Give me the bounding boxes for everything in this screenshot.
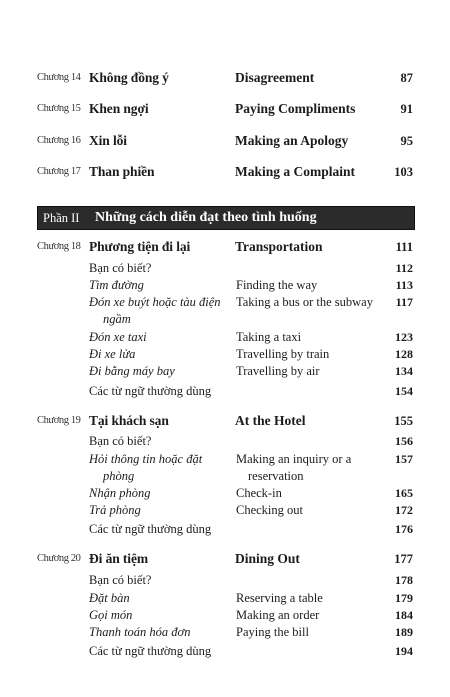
page-number: 91 bbox=[400, 102, 413, 116]
toc-subentry bbox=[0, 328, 450, 346]
chapter-title-en: Dining Out bbox=[235, 551, 300, 566]
section-title-en: Check-in bbox=[236, 486, 282, 500]
chapter-number: Chương 19 bbox=[37, 415, 81, 426]
section-title-vi: Đón xe buýt hoặc tàu điện bbox=[89, 295, 221, 309]
section-title-vi: Hỏi thông tin hoặc đặt bbox=[89, 452, 203, 466]
section-title-vi: Bạn có biết? bbox=[89, 434, 152, 448]
section-title-vi: Nhận phòng bbox=[89, 486, 151, 500]
chapter-title-en: Making a Complaint bbox=[235, 164, 356, 179]
chapter-number: Chương 18 bbox=[37, 241, 81, 252]
part-label: Phần II bbox=[43, 211, 80, 225]
page-number: 184 bbox=[395, 608, 413, 622]
section-title-en: Finding the way bbox=[236, 278, 318, 292]
toc-subentry bbox=[0, 501, 450, 519]
section-title-en: Paying the bill bbox=[236, 625, 309, 639]
section-title-en: Taking a bus or the subway bbox=[236, 295, 373, 309]
section-title-vi: Bạn có biết? bbox=[89, 261, 152, 275]
section-title-vi: Tìm đường bbox=[89, 278, 144, 292]
toc-subentry bbox=[0, 484, 450, 502]
section-title-en-continued: reservation bbox=[248, 469, 304, 483]
chapter-number: Chương 14 bbox=[37, 72, 81, 83]
section-title-en: Reserving a table bbox=[236, 591, 323, 605]
section-title-vi-continued: ngầm bbox=[103, 312, 131, 326]
part-title: Những cách diễn đạt theo tình huống bbox=[95, 210, 317, 225]
chapter-title-vi: Than phiền bbox=[89, 164, 155, 179]
page-number: 178 bbox=[395, 573, 413, 587]
toc-subentry bbox=[0, 642, 450, 660]
toc-subentry bbox=[0, 276, 450, 294]
page-number: 179 bbox=[395, 591, 413, 605]
page-number: 172 bbox=[395, 503, 413, 517]
page-number: 154 bbox=[395, 384, 413, 398]
page-number: 103 bbox=[394, 165, 413, 179]
chapter-title-vi: Phương tiện đi lại bbox=[89, 239, 191, 254]
page-number: 95 bbox=[400, 134, 413, 148]
page-number: 165 bbox=[395, 486, 413, 500]
page-number: 156 bbox=[395, 434, 413, 448]
page-number: 177 bbox=[394, 552, 413, 566]
chapter-title-vi: Xin lỗi bbox=[89, 133, 127, 148]
page-number: 189 bbox=[395, 625, 413, 639]
chapter-title-en: Making an Apology bbox=[235, 133, 349, 148]
chapter-title-en: Paying Compliments bbox=[235, 101, 356, 116]
toc-entry-chapter-15 bbox=[0, 100, 450, 118]
toc-entry-chapter-19 bbox=[0, 412, 450, 430]
page-number: 134 bbox=[395, 364, 413, 378]
page-number: 117 bbox=[395, 295, 413, 309]
toc-entry-chapter-14 bbox=[0, 69, 450, 87]
section-title-vi: Các từ ngữ thường dùng bbox=[89, 522, 212, 536]
toc-subentry bbox=[0, 571, 450, 589]
chapter-title-en: At the Hotel bbox=[235, 413, 306, 428]
section-title-vi-continued: phòng bbox=[103, 469, 135, 483]
toc-subentry bbox=[0, 345, 450, 363]
toc-entry-chapter-17 bbox=[0, 163, 450, 181]
page-number: 111 bbox=[395, 240, 413, 254]
toc-subentry bbox=[0, 382, 450, 400]
section-title-vi: Đi xe lửa bbox=[89, 347, 136, 361]
toc-subentry bbox=[0, 362, 450, 380]
section-title-vi: Trả phòng bbox=[89, 503, 141, 517]
section-title-en: Travelling by train bbox=[236, 347, 330, 361]
chapter-title-vi: Không đồng ý bbox=[89, 70, 169, 85]
page-number: 128 bbox=[395, 347, 413, 361]
section-title-vi: Gọi món bbox=[89, 608, 133, 622]
section-title-en: Making an inquiry or a bbox=[236, 452, 352, 466]
page-number: 157 bbox=[395, 452, 413, 466]
toc-subentry bbox=[0, 450, 450, 468]
page-number: 123 bbox=[395, 330, 413, 344]
section-title-vi: Đón xe taxi bbox=[89, 330, 147, 344]
page-number: 87 bbox=[400, 71, 413, 85]
page-number: 112 bbox=[395, 261, 413, 275]
chapter-title-en: Disagreement bbox=[235, 70, 315, 85]
page-number: 194 bbox=[395, 644, 413, 658]
section-title-vi: Đặt bàn bbox=[89, 591, 130, 605]
section-title-en: Checking out bbox=[236, 503, 304, 517]
toc-entry-chapter-16 bbox=[0, 132, 450, 150]
section-title-vi: Thanh toán hóa đơn bbox=[89, 625, 191, 639]
toc-subentry-continuation bbox=[0, 310, 450, 328]
chapter-number: Chương 16 bbox=[37, 135, 81, 146]
part-heading-bar bbox=[37, 206, 415, 230]
toc-subentry bbox=[0, 589, 450, 607]
section-title-vi: Đi bằng máy bay bbox=[89, 364, 175, 378]
section-title-vi: Bạn có biết? bbox=[89, 573, 152, 587]
page-number: 176 bbox=[395, 522, 413, 536]
section-title-vi: Các từ ngữ thường dùng bbox=[89, 384, 212, 398]
page-number: 155 bbox=[394, 414, 413, 428]
chapter-number: Chương 17 bbox=[37, 166, 81, 177]
chapter-title-vi: Tại khách sạn bbox=[89, 413, 169, 428]
chapter-title-en: Transportation bbox=[235, 239, 323, 254]
toc-entry-chapter-18 bbox=[0, 238, 450, 256]
toc-subentry bbox=[0, 293, 450, 311]
section-title-en: Travelling by air bbox=[236, 364, 320, 378]
chapter-title-vi: Khen ngợi bbox=[89, 101, 149, 116]
page-number: 113 bbox=[395, 278, 413, 292]
toc-subentry bbox=[0, 606, 450, 624]
chapter-number: Chương 20 bbox=[37, 553, 81, 564]
section-title-vi: Các từ ngữ thường dùng bbox=[89, 644, 212, 658]
toc-subentry bbox=[0, 432, 450, 450]
toc-entry-chapter-20 bbox=[0, 550, 450, 568]
chapter-title-vi: Đi ăn tiệm bbox=[89, 551, 148, 566]
chapter-number: Chương 15 bbox=[37, 103, 81, 114]
toc-subentry bbox=[0, 623, 450, 641]
toc-subentry bbox=[0, 259, 450, 277]
section-title-en: Taking a taxi bbox=[236, 330, 302, 344]
toc-subentry bbox=[0, 520, 450, 538]
section-title-en: Making an order bbox=[236, 608, 320, 622]
toc-subentry-continuation bbox=[0, 467, 450, 485]
